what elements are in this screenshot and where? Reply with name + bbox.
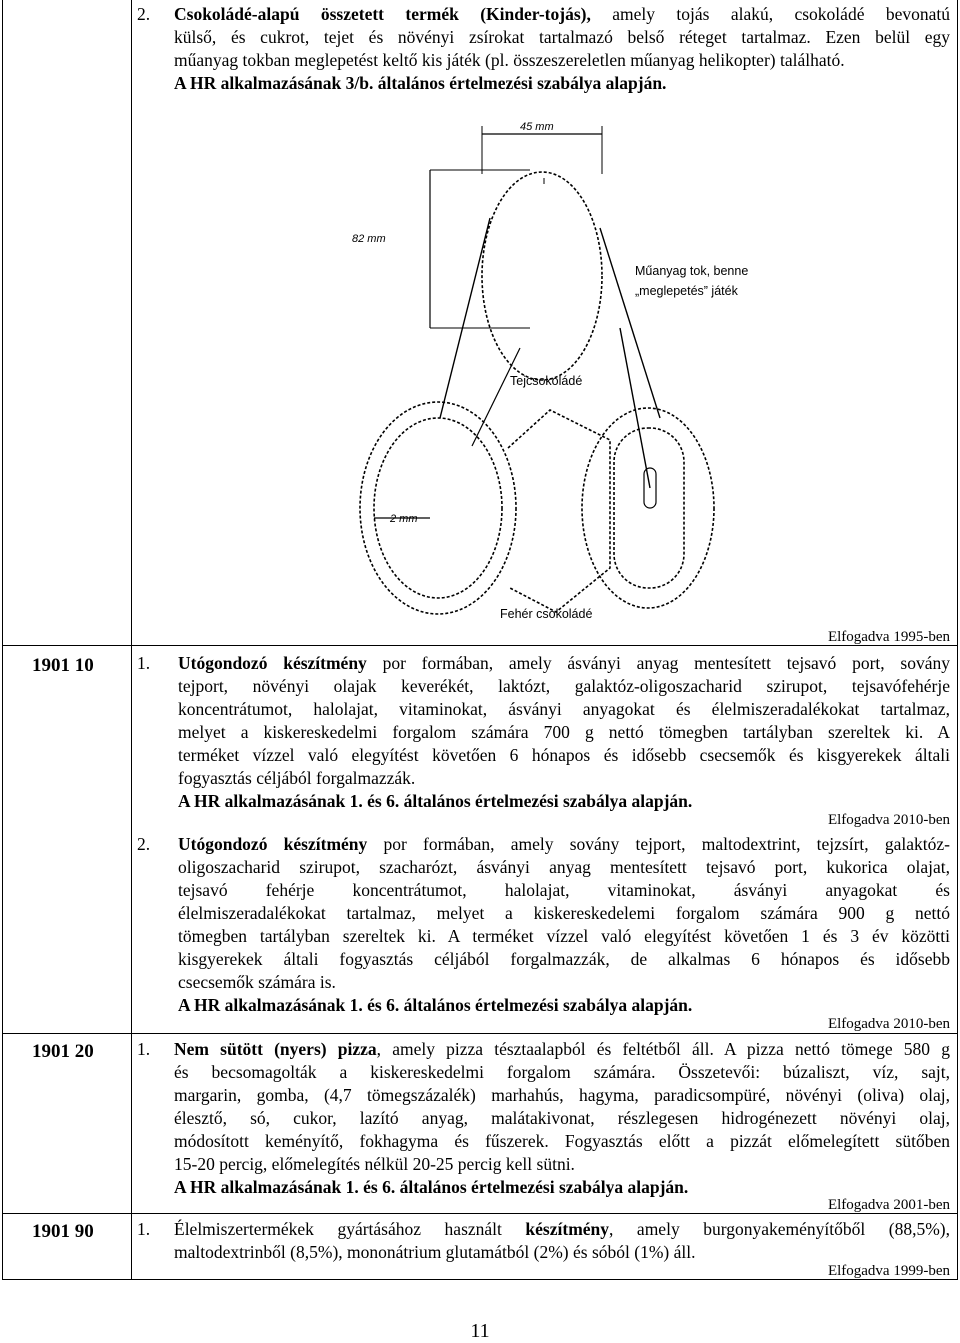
table-column-divider xyxy=(131,0,132,1280)
kinder-egg-diagram xyxy=(330,118,780,630)
leader-line xyxy=(600,228,660,418)
item-number: 1. xyxy=(137,1039,151,1059)
item-number: 2. xyxy=(137,834,151,854)
label-plastic-case: Műanyag tok, benne xyxy=(635,264,749,278)
text-line: tejport, növényi olajak keverékét, laktózt, galaktóz-oligoszacharid szirupot, tejsavófehérje xyxy=(178,676,950,696)
leader-line xyxy=(472,348,520,446)
text-line: Nem sütött (nyers) pizza, amely pizza tésztaalapból és feltétből áll. A pizza nettó tömege 580 g xyxy=(174,1039,950,1059)
text-line: A HR alkalmazásának 3/b. általános értelmezési szabálya alapján. xyxy=(174,73,667,93)
text-line: élelmiszeradalékokat tartalmaz, melyet a kiskereskedelemi forgalom számára 900 g nettó xyxy=(178,903,950,923)
text-line: A HR alkalmazásának 1. és 6. általános értelmezési szabálya alapján. xyxy=(178,791,693,811)
text-line: tömegben tartályban szereltek ki. A terméket vízzel való elegyítést követően 1 és 3 év közötti xyxy=(178,926,950,946)
dimension-label-height: 82 mm xyxy=(352,233,386,245)
adoption-note: Elfogadva 2010-ben xyxy=(827,1016,950,1032)
label-milk-chocolate: Tejcsokoládé xyxy=(510,374,583,388)
text-line: Csokoládé-alapú összetett termék (Kinder-tojás), amely tojás alakú, csokoládé bevonatú xyxy=(174,4,950,24)
page-number: 11 xyxy=(470,1320,490,1342)
text-line: terméket vízzel való elegyítést követően 6 hónapos és idősebb csecsemők és kisgyerekek általi xyxy=(178,745,950,765)
tariff-code: 1901 10 xyxy=(32,655,94,676)
tariff-code: 1901 20 xyxy=(32,1041,94,1062)
text-line: 15-20 percig, előmelegítés nélkül 20-25 percig kell sütni. xyxy=(174,1154,575,1174)
table-border-bottom xyxy=(2,1279,958,1280)
text-line: A HR alkalmazásának 1. és 6. általános értelmezési szabálya alapján. xyxy=(174,1177,689,1197)
text-line: Utógondozó készítmény por formában, amely ásványi anyag mentesített tejsavó port, sovány xyxy=(178,653,950,673)
text-line: élesztő, só, cukor, lazító anyag, malátakivonat, részlegesen hidrogénezett növényi olaj, xyxy=(174,1108,950,1128)
adoption-note: Elfogadva 1995-ben xyxy=(827,629,950,645)
text-line: és becsomagolták a kiskereskedelmi forgalom számára. Összetevői: búzaliszt, víz, sajt, xyxy=(174,1062,950,1082)
dimension-label-wall: 2 mm xyxy=(390,513,418,525)
text-line: A HR alkalmazásának 1. és 6. általános értelmezési szabálya alapján. xyxy=(178,995,693,1015)
item-description xyxy=(174,3,950,95)
item-description xyxy=(178,833,950,1017)
egg-outline xyxy=(482,172,602,380)
adoption-note: Elfogadva 1999-ben xyxy=(827,1263,950,1279)
dimension-label-width: 45 mm xyxy=(520,121,554,133)
text-line: Utógondozó készítmény por formában, amely sovány tejport, maltodextrint, tejzsírt, galaktóz- xyxy=(178,834,950,854)
item-number: 2. xyxy=(137,4,151,24)
text-line: csecsemők számára is. xyxy=(178,972,336,992)
text-line: margarin, gomba, (4,7 tömegszázalék) marhahús, hagyma, paradicsompüré, növényi (oliva) olaj, xyxy=(174,1085,950,1105)
text-line: maltodextrinből (8,5%), mononátrium glutamátból (2%) és sóból (1%) áll. xyxy=(174,1242,696,1262)
egg-half-outer xyxy=(360,402,516,614)
egg-half-inner xyxy=(374,418,502,598)
text-line: műanyag tokban meglepetést keltő kis játék (pl. összeszereletlen műanyag helikopter) található. xyxy=(174,50,845,70)
label-white-chocolate: Fehér csokoládé xyxy=(500,607,593,621)
item-description xyxy=(174,1218,950,1264)
item-number: 1. xyxy=(137,1219,151,1239)
adoption-note: Elfogadva 2001-ben xyxy=(827,1197,950,1213)
text-line: Élelmiszertermékek gyártásához használt készítmény, amely burgonyakeményítőből (88,5%), xyxy=(174,1219,950,1239)
table-border-right xyxy=(957,0,958,1280)
text-line: fogyasztás céljából forgalmazzák. xyxy=(178,768,416,788)
table-border-left xyxy=(2,0,3,1280)
row-divider xyxy=(2,1033,958,1034)
text-line: külső, és cukrot, tejet és növényi zsírokat tartalmazó belső réteget tartalmaz. Ezen belül egy xyxy=(174,27,950,47)
text-line: oligoszacharid szirupot, szacharózt, ásványi anyag mentesített tejsavó port, kukorica olajat, xyxy=(178,857,950,877)
item-number: 1. xyxy=(137,653,151,673)
adoption-note: Elfogadva 2010-ben xyxy=(827,812,950,828)
row-divider xyxy=(2,645,958,646)
item-description xyxy=(174,1038,950,1199)
text-line: kisgyerekek általi fogyasztás céljából forgalmazzák, de alkalmas 6 hónapos és idősebb xyxy=(178,949,950,969)
item-description xyxy=(178,652,950,813)
hexagon-shape xyxy=(508,410,610,612)
text-line: módosított keményítő, fokhagyma és fűszerek. Fogyasztás előtt a pizzát előmelegített sütőben xyxy=(174,1131,950,1151)
tariff-code: 1901 90 xyxy=(32,1221,94,1242)
row-divider xyxy=(2,1213,958,1214)
text-line: melyet a kiskereskedelmi forgalom számára 700 g nettó tömegben tartályban szereltek ki. A xyxy=(178,722,950,742)
text-line: tejsavó fehérje koncentrátumot, halolajat, vitaminokat, ásványi anyagokat és xyxy=(178,880,950,900)
leader-line xyxy=(440,218,490,418)
label-surprise-toy: „meglepetés” játék xyxy=(635,284,738,298)
text-line: koncentrátumot, halolajat, vitaminokat, ásványi anyagokat és élelmiszeradalékokat tartalmaz, xyxy=(178,699,950,719)
